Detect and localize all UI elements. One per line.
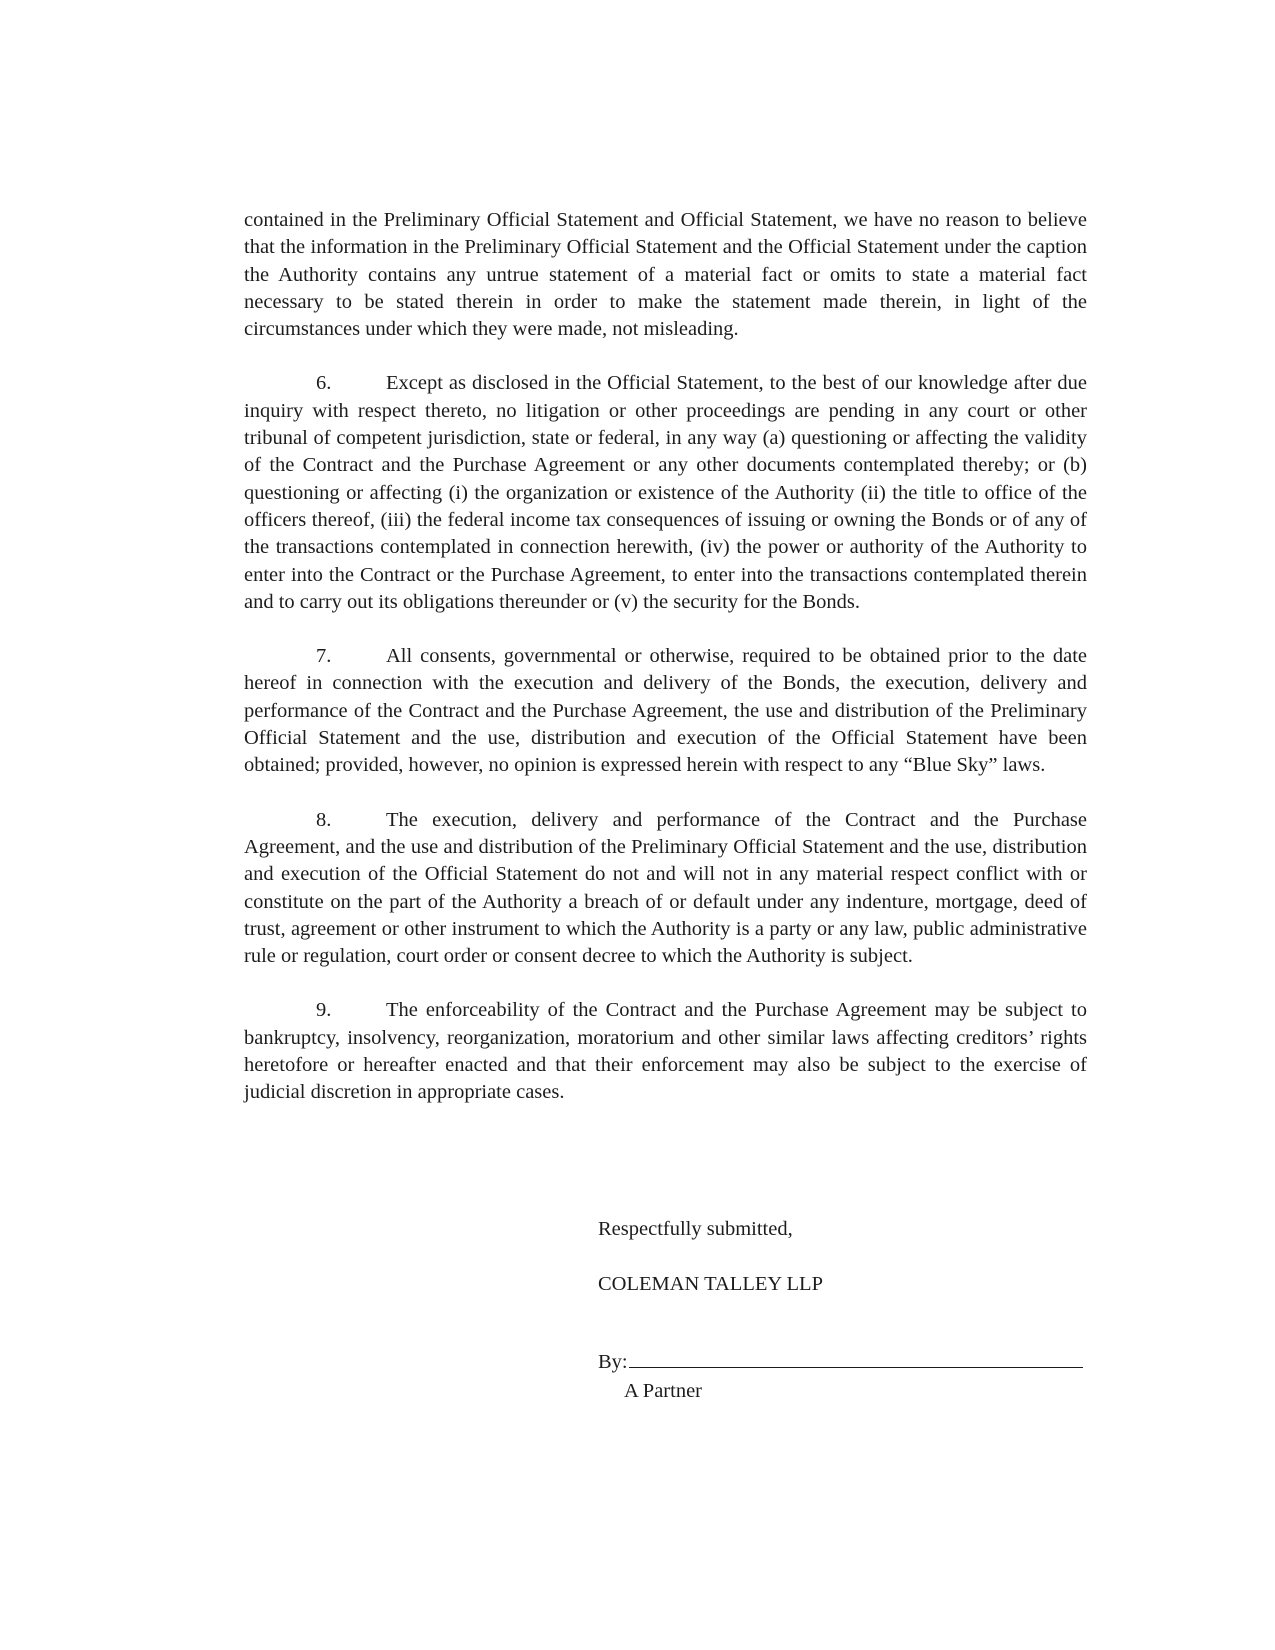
paragraph-number: 6. — [316, 372, 332, 395]
paragraph-6 — [244, 370, 1087, 616]
paragraph-continued — [244, 207, 1087, 343]
closing-salutation: Respectfully submitted, — [598, 1218, 793, 1240]
by-label: By: — [598, 1351, 628, 1373]
paragraph-number: 8. — [316, 808, 332, 831]
paragraph-text: All consents, governmental or otherwise, required to be obtained prior to the date hereof in connection with the execution and delivery of the Bonds, the execution, delivery and performance of the Contract and the Purchase Agreement, the use and distribution of the Preliminary Official Statement and the use, distribution and execution of the Official Statement have been obtained; provided, however, no opinion is expressed herein with respect to any “Blue Sky” laws. — [244, 645, 1087, 777]
signature-line — [629, 1347, 1083, 1368]
paragraph-text: The execution, delivery and performance of the Contract and the Purchase Agreement, and the use and distribution of the Preliminary Official Statement and the use, distribution and execution of the Official Statement do not and will not in any material respect conflict with or constitute on the part of the Authority a breach of or default under any indenture, mortgage, deed of trust, agreement or other instrument to which the Authority is a party or any law, public administrative rule or regulation, court order or consent decree to which the Authority is subject. — [244, 808, 1087, 968]
signer-title: A Partner — [624, 1380, 702, 1402]
paragraph-number: 9. — [316, 999, 332, 1022]
paragraph-text: The enforceability of the Contract and the Purchase Agreement may be subject to bankruptcy, insolvency, reorganization, moratorium and other similar laws affecting creditors’ rights heretofore or hereafter enacted and that their enforcement may also be subject to the exercise of judicial discretion in appropriate cases. — [244, 999, 1087, 1104]
paragraph-number: 7. — [316, 645, 332, 668]
paragraph-9 — [244, 997, 1087, 1106]
paragraph-text: Except as disclosed in the Official Statement, to the best of our knowledge after due inquiry with respect thereto, no litigation or other proceedings are pending in any court or other tribunal of competent jurisdiction, state or federal, in any way (a) questioning or affecting the validity of the Contract and the Purchase Agreement or any other documents contemplated thereby; or (b) questioning or affecting (i) the organization or existence of the Authority (ii) the title to office of the officers thereof, (iii) the federal income tax consequences of issuing or owning the Bonds or of any of the transactions contemplated in connection herewith, (iv) the power or authority of the Authority to enter into the Contract or the Purchase Agreement, to enter into the transactions contemplated therein and to carry out its obligations thereunder or (v) the security for the Bonds. — [244, 372, 1087, 613]
paragraph-8 — [244, 807, 1087, 971]
paragraph-7 — [244, 643, 1087, 779]
firm-name: COLEMAN TALLEY LLP — [598, 1273, 823, 1295]
opinion-body — [244, 207, 1087, 1134]
paragraph-text: contained in the Preliminary Official Statement and Official Statement, we have no reason to believe that the information in the Preliminary Official Statement and the Official Statement under the caption the Authority contains any untrue statement of a material fact or omits to state a material fact necessary to be stated therein in order to make the statement made therein, in light of the circumstances under which they were made, not misleading. — [244, 209, 1087, 341]
signature-by-line — [598, 1347, 1098, 1376]
signature-block — [598, 1216, 1098, 1405]
